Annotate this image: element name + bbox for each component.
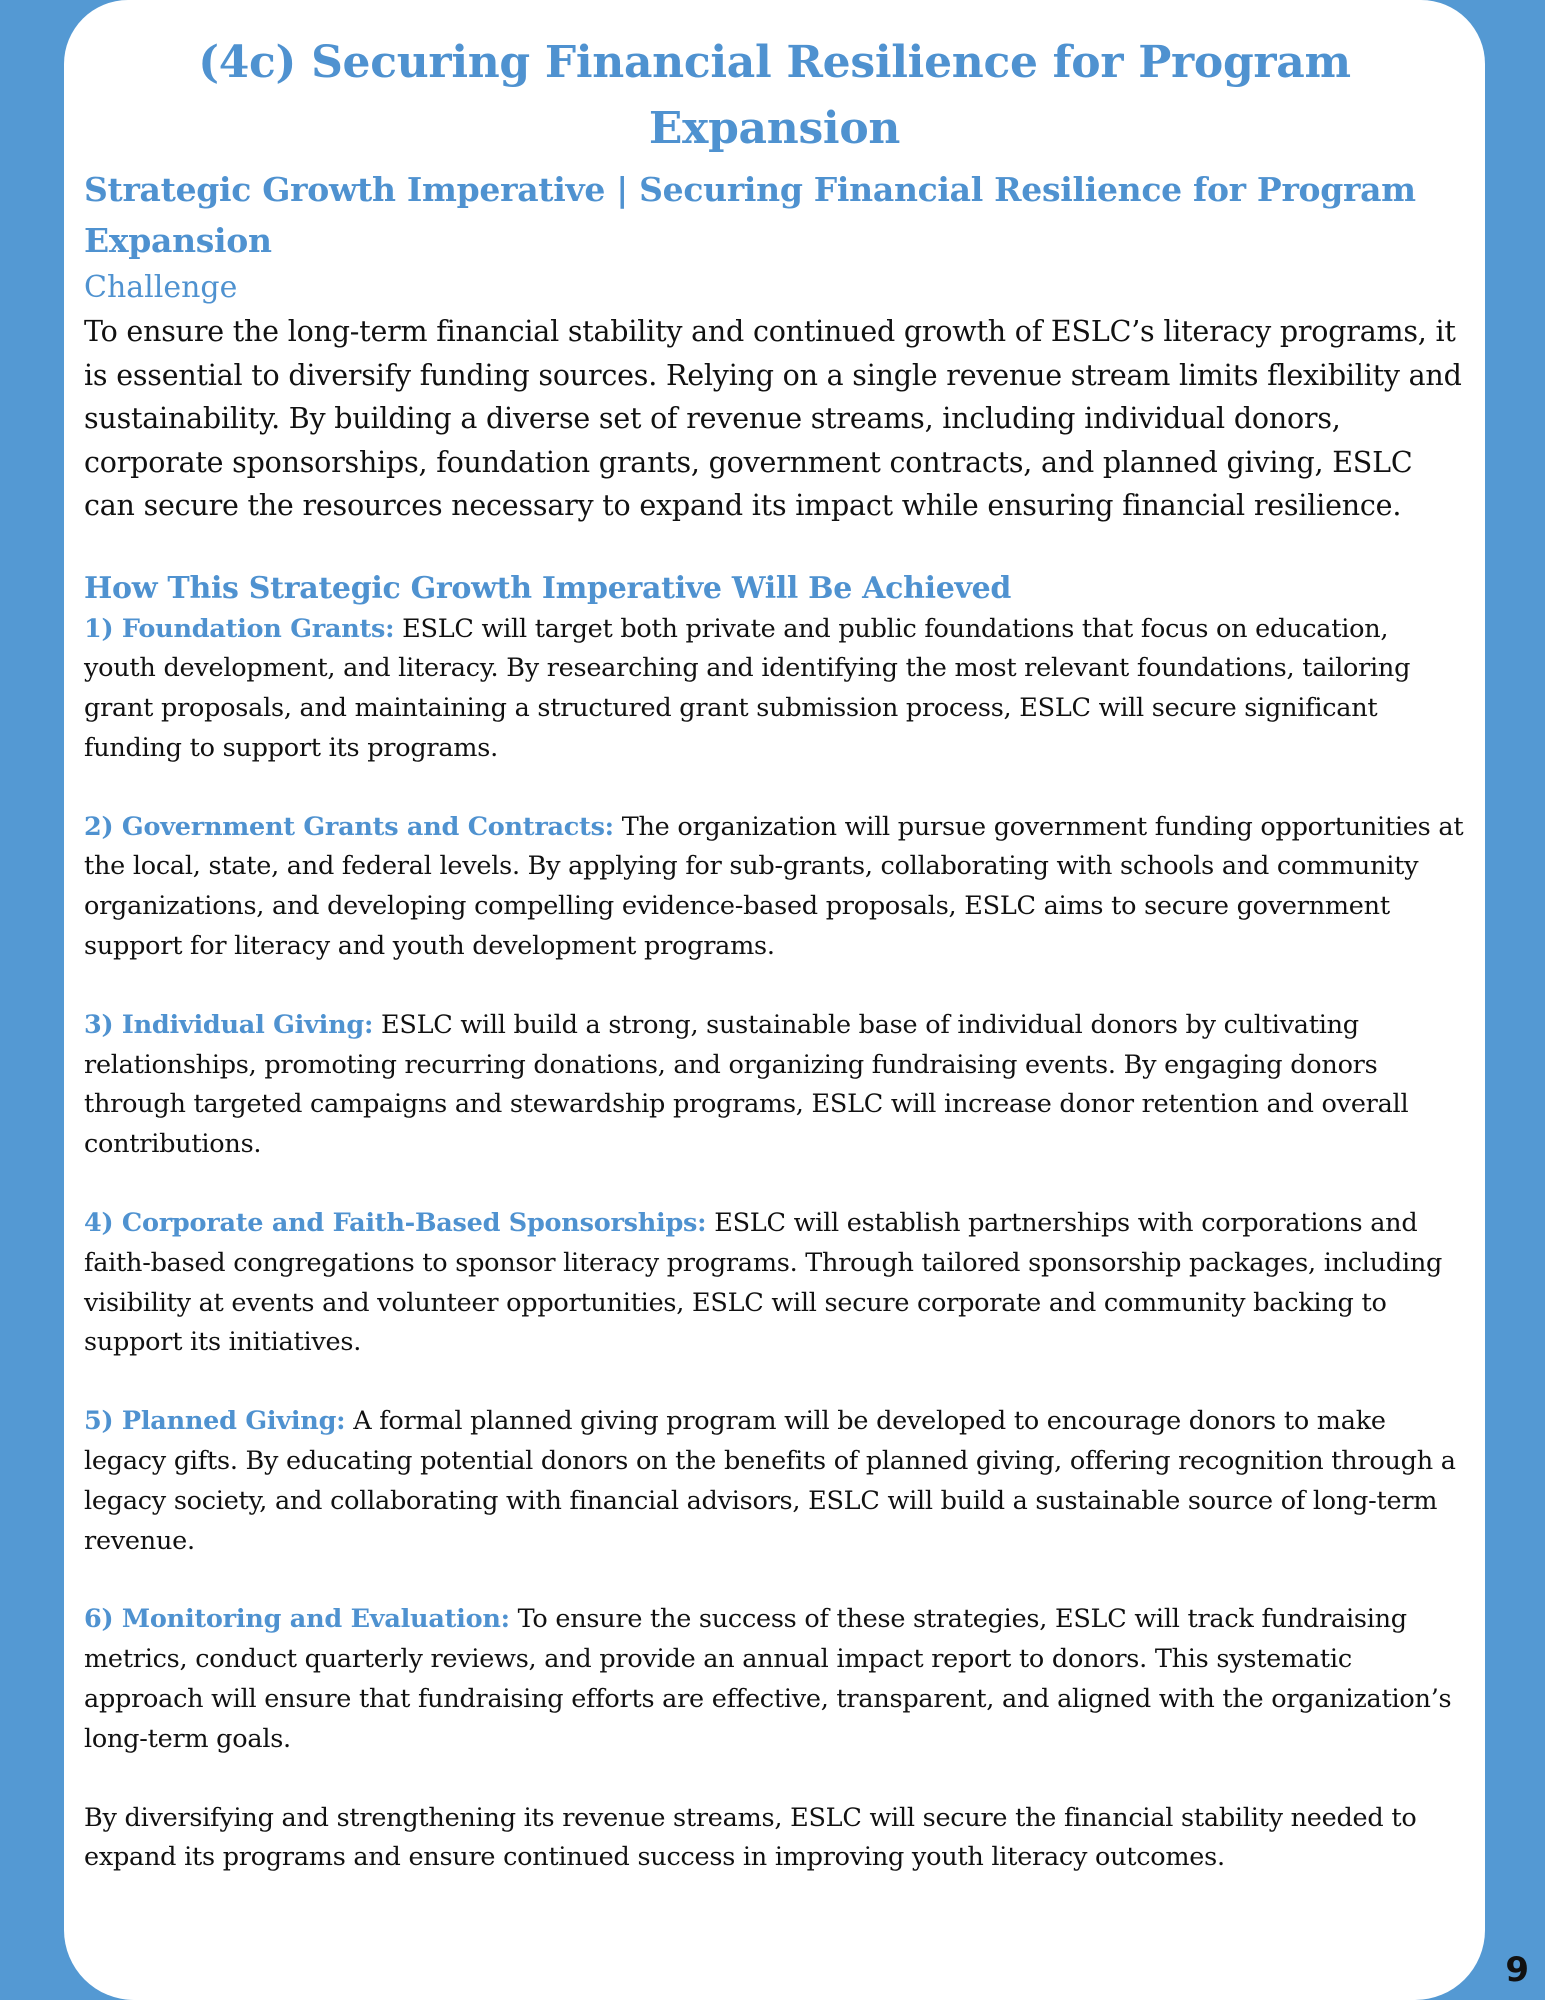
item-label: 1) Foundation Grants: bbox=[84, 613, 395, 644]
list-item bbox=[84, 1402, 1465, 1561]
item-label: 2) Government Grants and Contracts: bbox=[84, 811, 614, 842]
page-number: 9 bbox=[1505, 1950, 1529, 1990]
item-text: ESLC will target both private and public foundations that focus on education, youth development, and literacy. By researching and identifying the most relevant foundations, tailoring grant proposals, and maintaining a structured grant submission process, ESLC will secure significant funding to support its programs. bbox=[84, 613, 1411, 763]
item-label: 3) Individual Giving: bbox=[84, 1009, 374, 1040]
item-text: The organization will pursue government funding opportunities at the local, state, and federal levels. By applying for sub-grants, collaborating with schools and community organizations, and developing compelling evidence-based proposals, ESLC aims to secure government support for literacy and youth development programs. bbox=[84, 811, 1464, 962]
achievement-heading: How This Strategic Growth Imperative Will Be Achieved bbox=[84, 570, 1012, 606]
page-title: (4c) Securing Financial Resilience for Program Expansion bbox=[198, 37, 1351, 154]
item-text: To ensure the success of these strategies, ESLC will track fundraising metrics, conduct quarterly reviews, and provide an annual impact report to donors. This systematic approach will ensure that fundraising efforts are effective, transparent, and aligned with the organization’s long-term goals. bbox=[84, 1604, 1452, 1754]
item-label: 5) Planned Giving: bbox=[84, 1406, 346, 1437]
challenge-label: Challenge bbox=[84, 270, 238, 305]
closing-paragraph: By diversifying and strengthening its revenue streams, ESLC will secure the financial stability needed to expand its programs and ensure continued success in improving youth literacy outcomes. bbox=[84, 1802, 1417, 1873]
page-card bbox=[64, 0, 1485, 2000]
challenge-text: To ensure the long-term financial stability and continued growth of ESLC’s literacy programs, it is essential to diversify funding sources. Relying on a single revenue stream limits flexibility and sustainability. By building a diverse set of revenue streams, including individual donors, corporate sponsorships, foundation grants, government contracts, and planned giving, ESLC can secure the resources necessary to expand its impact while ensuring financial resilience. bbox=[84, 315, 1462, 522]
list-item bbox=[84, 1600, 1465, 1759]
list-item bbox=[84, 1204, 1465, 1363]
item-text: ESLC will build a strong, sustainable base of individual donors by cultivating relationships, promoting recurring donations, and organizing fundraising events. By engaging donors through targeted campaigns and stewardship programs, ESLC will increase donor retention and overall contributions. bbox=[84, 1009, 1409, 1160]
list-item bbox=[84, 808, 1465, 967]
subheading: Strategic Growth Imperative | Securing Financial Resilience for Program Expansion bbox=[84, 170, 1416, 260]
item-text: A formal planned giving program will be developed to encourage donors to make legacy gifts. By educating potential donors on the benefits of planned giving, offering recognition through a legacy society, and collaborating with financial advisors, ESLC will build a sustainable source of long-term revenue. bbox=[84, 1406, 1456, 1556]
list-item bbox=[84, 610, 1465, 769]
list-item bbox=[84, 1006, 1465, 1165]
item-label: 6) Monitoring and Evaluation: bbox=[84, 1604, 510, 1635]
item-label: 4) Corporate and Faith-Based Sponsorships: bbox=[84, 1208, 707, 1239]
item-text: ESLC will establish partnerships with corporations and faith-based congregations to sponsor literacy programs. Through tailored sponsorship packages, including visibility at events and volunteer opportunities, ESLC will secure corporate and community backing to support its initiatives. bbox=[84, 1208, 1443, 1358]
